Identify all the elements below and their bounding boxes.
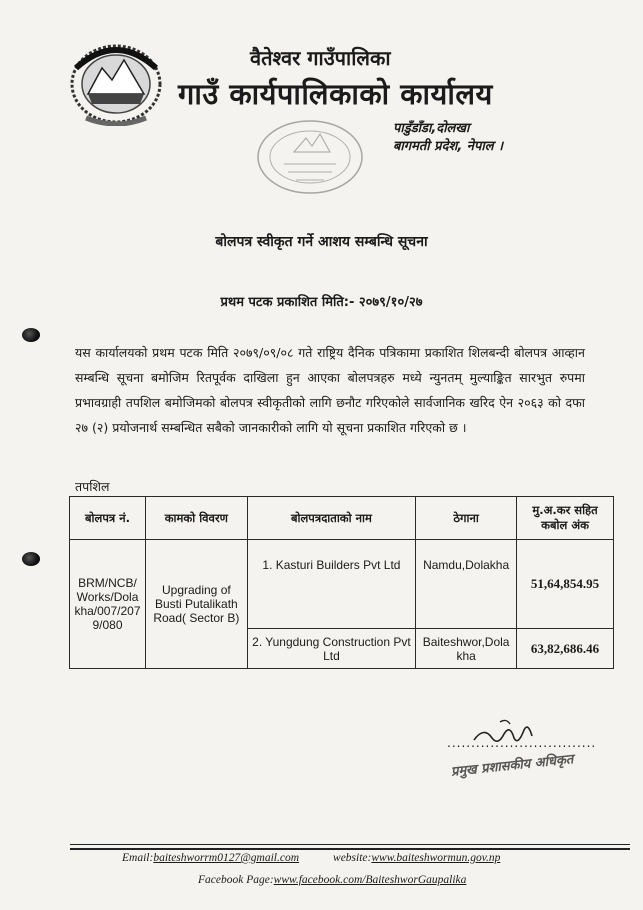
bidder-address-cell: Namdu,Dolakha: [416, 540, 517, 629]
header-address: ठेगाना: [416, 497, 517, 540]
office-name: गाउँ कार्यपालिकाको कार्यालय: [178, 77, 493, 111]
header-work-description: कामको विवरण: [145, 497, 247, 540]
website-label: website:: [333, 852, 372, 864]
municipality-name: वैतेश्वर गाउँपालिका: [250, 46, 391, 70]
notice-body: यस कार्यालयको प्रथम पटक मिति २०७९/०९/०८ गते राष्ट्रिय दैनिक पत्रिकामा प्रकाशित शिलबन्दी बोलपत्र आव्हान सम्बन्धि सूचना बमोजिम रितपूर्वक दाखिला हुन आएका बोलपत्रहरु मध्ये न्युनतम् मुल्याङ्कित सारभुत रुपमा प्रभावग्राही तपशिल बमोजिमको बोलपत्र स्वीकृतीको लागि छनौट गरिएकोले सार्वजानिक खरिद ऐन २०६३ को दफा २७ (२) प्रयोजनार्थ सम्बन्धित सबैको जानकारीको लागि यो सूचना प्रकाशित गरिएको छ ।: [75, 345, 585, 435]
notice-heading: बोलपत्र स्वीकृत गर्ने आशय सम्बन्धि सूचना: [215, 234, 428, 250]
signature-line: ...............................: [447, 736, 597, 750]
footer-divider: [70, 848, 630, 850]
punch-hole: [22, 552, 40, 566]
bid-number-cell: BRM/NCB/ Works/Dola kha/007/207 9/080: [70, 540, 146, 669]
nepal-emblem-logo: [66, 38, 166, 126]
bid-table: [69, 496, 614, 669]
header-bid-amount: मु.अ.कर सहित कबोल अंक: [517, 497, 614, 540]
facebook-label: Facebook Page:: [198, 874, 274, 886]
bidder-address-cell: Baiteshwor,Dola kha: [416, 629, 517, 669]
bid-amount-cell: 63,82,686.46: [517, 629, 614, 669]
table-row: [70, 540, 614, 629]
footer-facebook: [198, 874, 466, 886]
office-address-line1: पाडुँडाँडा,दोलखा: [393, 121, 470, 136]
table-header-row: [70, 497, 614, 540]
details-label: तपशिल: [75, 479, 110, 494]
bid-amount-cell: 51,64,854.95: [517, 540, 614, 629]
header-bidder-name: बोलपत्रदाताको नाम: [247, 497, 415, 540]
office-address-line2: बागमती प्रदेश, नेपाल ।: [393, 139, 504, 154]
facebook-link[interactable]: www.facebook.com/BaiteshworGaupalika: [273, 874, 467, 886]
office-stamp-seal: [254, 116, 366, 198]
bidder-name-cell: 2. Yungdung Construction Pvt Ltd: [247, 629, 415, 669]
email-label: Email:: [122, 852, 154, 864]
footer-divider: [70, 844, 630, 845]
publication-date: प्रथम पटक प्रकाशित मिति:- २०७९/१०/२७: [220, 295, 423, 310]
signatory-designation: प्रमुख प्रशासकीय अधिकृत: [450, 752, 575, 780]
email-link[interactable]: baiteshworrm0127@gmail.com: [153, 852, 300, 864]
bidder-name-cell: 1. Kasturi Builders Pvt Ltd: [247, 540, 415, 629]
website-link[interactable]: www.baiteshwormun.gov.np: [371, 852, 501, 864]
work-description-cell: Upgrading of Busti Putalikath Road( Sector B): [145, 540, 247, 669]
header-bid-no: बोलपत्र नं.: [70, 497, 146, 540]
footer-contact: [122, 852, 500, 864]
punch-hole: [22, 328, 40, 342]
